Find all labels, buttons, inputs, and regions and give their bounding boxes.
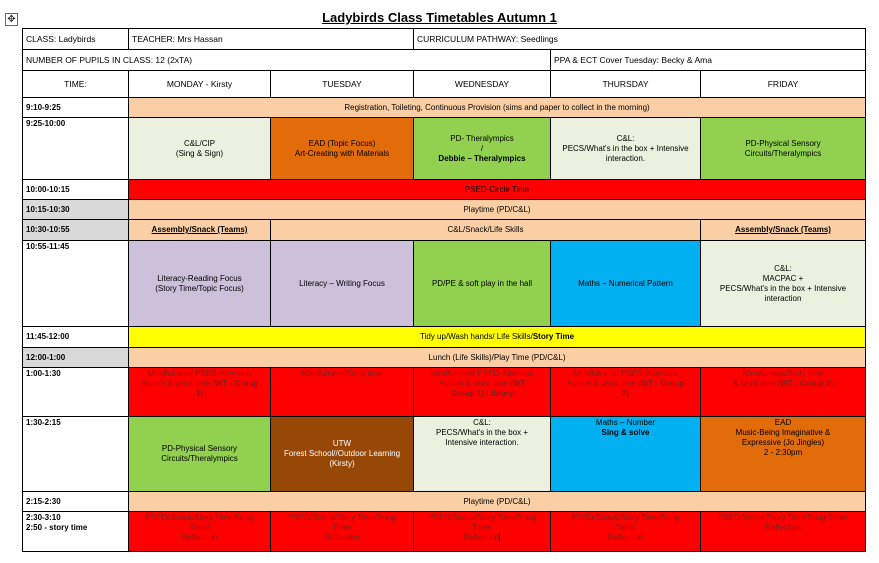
time-cell: 12:00-1:00 [23,348,129,368]
activity-cell: Mindfulness/ PSED-Attention Autism & word time (WT - Group 2) [551,368,701,417]
tuesday-header: TUESDAY [271,71,414,98]
time-cell: 9:10-9:25 [23,98,129,118]
time-cell: 11:45-12:00 [23,327,129,348]
activity-cell: Assembly/Snack (Teams) [129,220,271,241]
activity-cell: Mindfulness/Story time & word time (WT - Group 2) [701,368,866,417]
monday-header: MONDAY - Kirsty [129,71,271,98]
activity-cell: EAD (Topic Focus) Art-Creating with Materials [271,118,414,180]
table-row [23,98,866,118]
activity-cell: Tidy up/Wash hands/ Life Skills/Story Time [129,327,866,348]
activity-cell: Literacy-Reading Focus (Story Time/Topic Focus) [129,241,271,327]
activity-cell: Literacy – Writing Focus [271,241,414,327]
activity-cell: C&L: MACPAC + PECS/What's in the box + Intensive interaction [701,241,866,327]
wednesday-header: WEDNESDAY [414,71,551,98]
activity-cell: C&L: PECS/What's in the box + Intensive interaction. [551,118,701,180]
activity-cell: PSED/Snack/Story Time/Song Time/ Reflection [271,512,414,552]
activity-cell: C&L/Snack/Life Skills [271,220,701,241]
table-row [23,180,866,200]
pupils-cell: NUMBER OF PUPILS IN CLASS: 12 (2xTA) [23,50,551,71]
time-cell: 2:15-2:30 [23,492,129,512]
activity-cell: PSED/Snack/Story Time/Song Time/ Reflection [129,512,271,552]
table-row [23,241,866,327]
time-cell: 9:25-10:00 [23,118,129,180]
table-row [23,118,866,180]
time-cell: 2:30-3:10 2:50 - story time [23,512,129,552]
activity-cell: EAD Music-Being Imaginative & Expressive (Jo Jingles) 2 - 2:30pm [701,417,866,492]
timetable [22,28,866,552]
time-cell: 10:55-11:45 [23,241,129,327]
activity-cell: PD-Physical Sensory Circuits/Theralympics [701,118,866,180]
time-header: TIME: [23,71,129,98]
activity-cell: PSED/Snack/Story Time/Song Time/ Reflection [551,512,701,552]
table-row [23,200,866,220]
activity-cell: PSED/Snack/Story Time/Song Time/ Reflection [701,512,866,552]
time-cell: 10:30-10:55 [23,220,129,241]
activity-cell: C&L/CIP (Sing & Sign) [129,118,271,180]
day-header-row [23,71,866,98]
class-cell: CLASS: Ladybirds [23,29,129,50]
pathway-cell: CURRICULUM PATHWAY: Seedlings [414,29,866,50]
table-move-handle-icon[interactable]: ✥ [5,13,18,26]
text-cursor-icon [499,533,500,542]
activity-cell: Mindfulness/ PSED-Attention Autism & word time (WT - Group 1) [129,368,271,417]
time-cell: 10:15-10:30 [23,200,129,220]
activity-cell: Playtime (PD/C&L) [129,492,866,512]
friday-header: FRIDAY [701,71,866,98]
activity-cell: PD/PE & soft play in the hall [414,241,551,327]
activity-cell: PD- Theralympics / Debbie – Theralympics [414,118,551,180]
thursday-header: THURSDAY [551,71,701,98]
table-row [23,417,866,492]
activity-cell: C&L: PECS/What's in the box + Intensive interaction. [414,417,551,492]
activity-cell: Maths – Number Sing & solve [551,417,701,492]
info-row-1 [23,29,866,50]
time-cell: 1:00-1:30 [23,368,129,417]
activity-cell: PSED-Circle Time [129,180,866,200]
table-row [23,348,866,368]
table-row [23,492,866,512]
activity-cell: Lunch (Life Skills)/Play Time (PD/C&L) [129,348,866,368]
activity-cell: UTW Forest School//Outdoor Learning (Kirsty) [271,417,414,492]
document-title: Ladybirds Class Timetables Autumn 1 [322,10,557,25]
time-cell: 1:30-2:15 [23,417,129,492]
activity-cell: Registration, Toileting, Continuous Provision (sims and paper to collect in the morning) [129,98,866,118]
activity-cell: Playtime (PD/C&L) [129,200,866,220]
ppa-cell: PPA & ECT Cover Tuesday: Becky & Ama [551,50,866,71]
activity-cell: Assembly/Snack (Teams) [701,220,866,241]
table-row [23,512,866,552]
teacher-cell: TEACHER: Mrs Hassan [129,29,414,50]
activity-cell: Mindfulness/ PSED-Attention Autism & word time (WT Group 1) Library [414,368,551,417]
table-row [23,220,866,241]
activity-cell: Maths – Numerical Pattern [551,241,701,327]
activity-cell: Mindfulness/Story time [271,368,414,417]
info-row-2 [23,50,866,71]
table-row [23,368,866,417]
activity-cell: PD-Physical Sensory Circuits/Theralympics [129,417,271,492]
table-row [23,327,866,348]
time-cell: 10:00-10:15 [23,180,129,200]
activity-cell[interactable]: PSED/Snack/Story Time/Song Time/ Reflection [414,512,551,552]
